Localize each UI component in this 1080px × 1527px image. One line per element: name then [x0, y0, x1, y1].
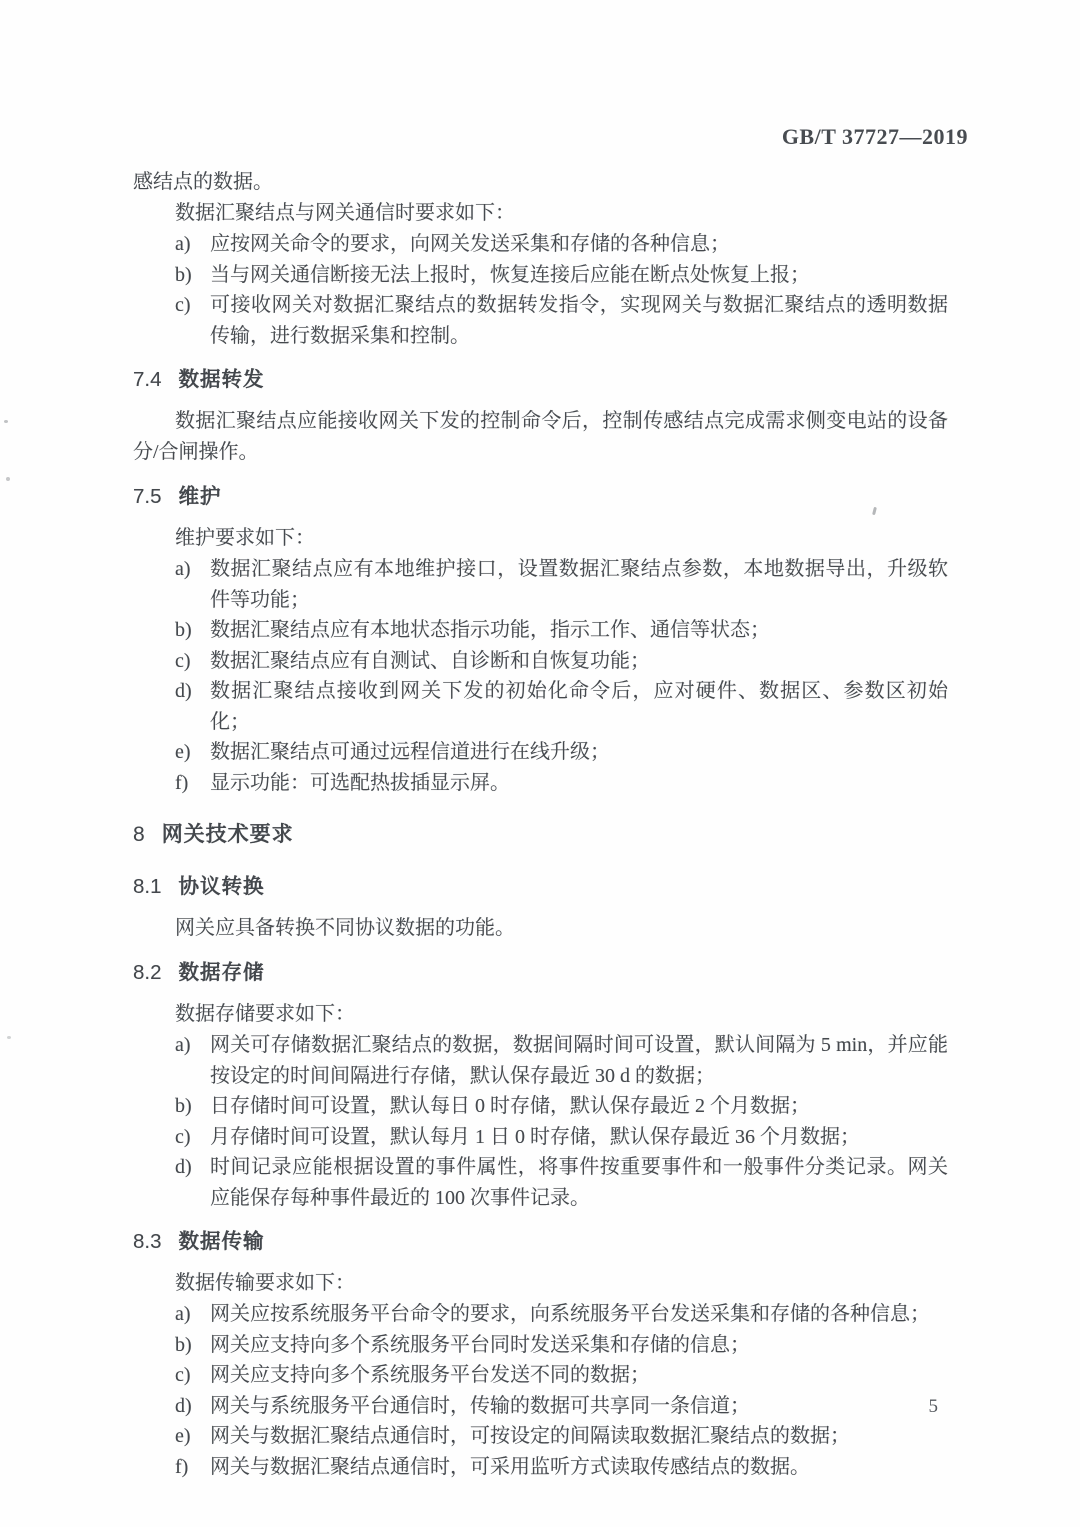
paragraph: 数据汇聚结点与网关通信时要求如下： [175, 202, 515, 224]
list-item [133, 1091, 948, 1122]
list-item [133, 1452, 948, 1483]
list-item-label: c) [175, 1364, 191, 1386]
list-item-label: c) [175, 649, 191, 672]
section-heading [133, 871, 948, 902]
section-title: 网关技术要求 [161, 823, 294, 846]
list-item-label: d) [175, 1156, 192, 1178]
list-item-label: a) [175, 1303, 191, 1325]
list-item-text: 网关应支持向多个系统服务平台同时发送采集和存储的信息； [210, 1333, 750, 1356]
paragraph: 维护要求如下： [175, 527, 315, 549]
list-item-text: 日存储时间可设置，默认每日 0 时存储，默认保存最近 2 个月数据； [210, 1095, 810, 1117]
running-header [782, 124, 968, 150]
section-number: 7.5 [133, 485, 162, 508]
list-item-text: 数据汇聚结点应有本地维护接口，设置数据汇聚结点参数，本地数据导出，升级软件等功能； [210, 558, 948, 611]
list-item-text: 数据汇聚结点接收到网关下发的初始化命令后，应对硬件、数据区、参数区初始化； [210, 680, 948, 733]
list-item-text: 网关与数据汇聚结点通信时，可采用监听方式读取传感结点的数据。 [210, 1455, 810, 1478]
list-item [133, 554, 948, 615]
section-title: 协议转换 [178, 875, 265, 898]
scan-artifact [6, 477, 10, 481]
list-item [133, 290, 948, 351]
list-item-label: a) [175, 1034, 191, 1056]
page-footer [929, 1396, 939, 1418]
section-heading [133, 819, 948, 850]
list-item-label: b) [175, 1333, 192, 1356]
list-item [133, 1299, 948, 1330]
section-number: 8.2 [133, 961, 162, 984]
list-item-text: 数据汇聚结点可通过远程信道进行在线升级； [210, 741, 610, 763]
list-item-text: 网关应支持向多个系统服务平台发送不同的数据； [210, 1364, 650, 1386]
section-number: 8.1 [133, 875, 162, 898]
paragraph: 数据传输要求如下： [175, 1272, 355, 1294]
list-item [133, 1391, 948, 1422]
list-item-label: f) [175, 1455, 189, 1478]
section-title: 数据传输 [178, 1230, 265, 1253]
list-item-text: 显示功能：可选配热拔插显示屏。 [210, 771, 510, 794]
list-item [133, 768, 948, 799]
list-item-text: 网关应按系统服务平台命令的要求，向系统服务平台发送采集和存储的各种信息； [210, 1303, 930, 1325]
list-item-text: 网关可存储数据汇聚结点的数据，数据间隔时间可设置，默认间隔为 5 min，并应能按设定的时间间隔进行存储，默认保存最近 30 d 的数据； [210, 1034, 948, 1087]
lettered-list [133, 229, 948, 351]
section-title: 数据存储 [178, 961, 265, 984]
section-number: 8 [133, 823, 145, 846]
section-heading [133, 481, 948, 512]
paragraph: 网关应具备转换不同协议数据的功能。 [175, 917, 515, 939]
section-number: 8.3 [133, 1230, 162, 1253]
list-item-label: e) [175, 1425, 191, 1447]
list-item [133, 1152, 948, 1213]
section-heading [133, 364, 948, 395]
lettered-list [133, 1030, 948, 1213]
list-item [133, 737, 948, 768]
scan-artifact [4, 420, 8, 423]
list-item-text: 网关与数据汇聚结点通信时，可按设定的间隔读取数据汇聚结点的数据； [210, 1425, 850, 1447]
list-item-text: 月存储时间可设置，默认每月 1 日 0 时存储，默认保存最近 36 个月数据； [210, 1125, 860, 1148]
section-heading [133, 957, 948, 988]
list-item-label: a) [175, 558, 191, 580]
list-item [133, 1330, 948, 1361]
paragraph: 数据汇聚结点应能接收网关下发的控制命令后，控制传感结点完成需求侧变电站的设备分/合闸操作。 [133, 410, 948, 463]
list-item-label: b) [175, 619, 192, 641]
list-item-text: 时间记录应能根据设置的事件属性，将事件按重要事件和一般事件分类记录。网关应能保存每种事件最近的 100 次事件记录。 [210, 1156, 948, 1209]
list-item-text: 数据汇聚结点应有本地状态指示功能，指示工作、通信等状态； [210, 619, 770, 641]
list-item [133, 1421, 948, 1452]
list-item [133, 1030, 948, 1091]
list-item [133, 646, 948, 677]
list-item-label: b) [175, 263, 192, 286]
lettered-list [133, 1299, 948, 1482]
list-item-text: 应按网关命令的要求，向网关发送采集和存储的各种信息； [210, 233, 730, 255]
section-heading [133, 1226, 948, 1257]
section-title: 数据转发 [178, 368, 265, 391]
list-item [133, 615, 948, 646]
list-item-label: d) [175, 680, 192, 702]
list-item [133, 676, 948, 737]
scan-artifact [7, 1036, 11, 1039]
list-item-text: 当与网关通信断接无法上报时，恢复连接后应能在断点处恢复上报； [210, 263, 810, 286]
section-number: 7.4 [133, 368, 162, 391]
list-item [133, 1360, 948, 1391]
document-body [133, 167, 948, 1482]
list-item [133, 229, 948, 260]
list-item-text: 数据汇聚结点应有自测试、自诊断和自恢复功能； [210, 649, 650, 672]
list-item [133, 1122, 948, 1153]
list-item-label: a) [175, 233, 191, 255]
list-item-label: f) [175, 771, 189, 794]
list-item-label: c) [175, 294, 191, 316]
page-number: 5 [928, 1396, 938, 1417]
list-item-label: e) [175, 741, 191, 763]
standard-number: GB/T 37727—2019 [781, 124, 968, 149]
lettered-list [133, 554, 948, 798]
paragraph: 数据存储要求如下： [175, 1003, 355, 1025]
list-item [133, 260, 948, 291]
section-title: 维护 [178, 485, 222, 508]
list-item-label: b) [175, 1095, 192, 1117]
list-item-text: 网关与系统服务平台通信时，传输的数据可共享同一条信道； [210, 1394, 750, 1417]
list-item-label: d) [175, 1394, 192, 1417]
paragraph-continuation: 感结点的数据。 [133, 171, 273, 193]
list-item-text: 可接收网关对数据汇聚结点的数据转发指令，实现网关与数据汇聚结点的透明数据传输，进行数据采集和控制。 [210, 294, 948, 347]
list-item-label: c) [175, 1125, 191, 1148]
